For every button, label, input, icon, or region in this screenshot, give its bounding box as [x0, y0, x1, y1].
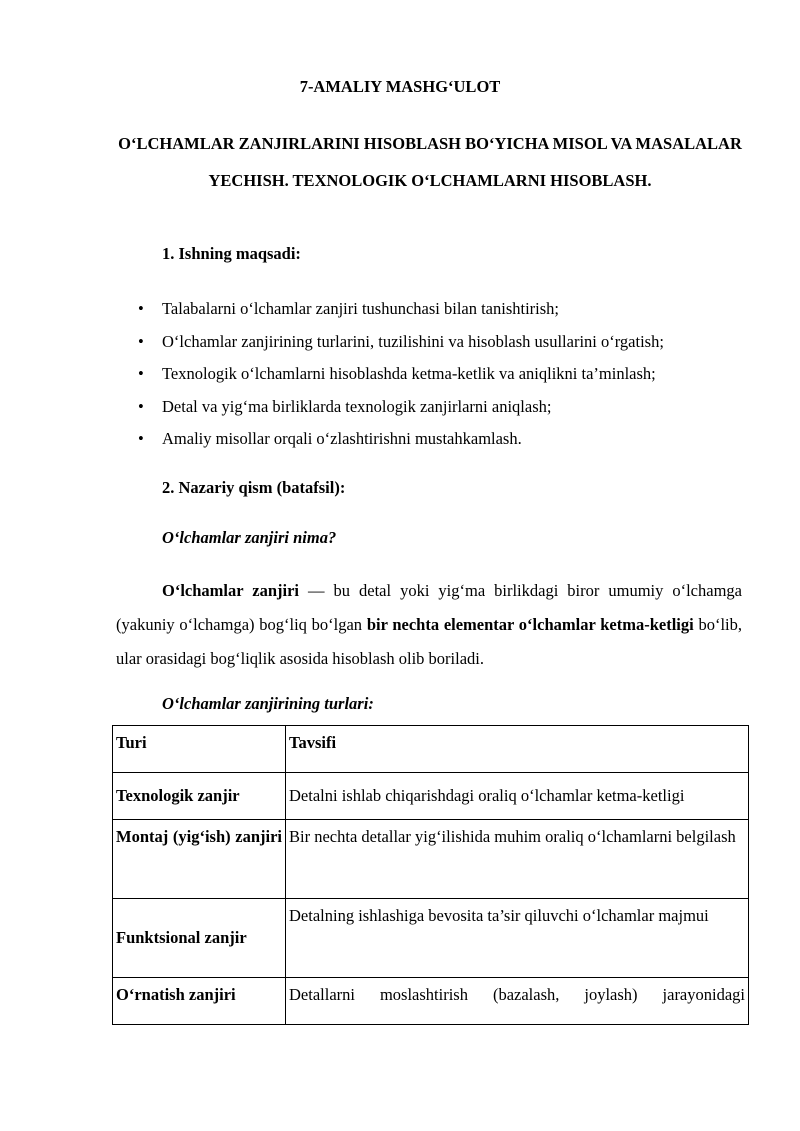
bullet-icon: • — [138, 299, 144, 318]
section-heading-theory: 2. Nazariy qism (batafsil): — [162, 478, 346, 497]
list-item: • O‘lchamlar zanjirining turlarini, tuzilishini va hisoblash usullarini o‘rgatish; — [136, 326, 664, 359]
table-cell-type: Funktsional zanjir — [113, 899, 286, 978]
table-cell-desc: Detalni ishlab chiqarishdagi oraliq o‘lchamlar ketma-ketligi — [286, 773, 749, 820]
definition-paragraph: O‘lchamlar zanjiri — bu detal yoki yig‘ma birlikdagi biror umumiy o‘lchamga (yakuniy o‘lchamga) bog‘liq bo‘lgan bir nechta elementar o‘lchamlar ketma-ketligi bo‘lib, ular orasidagi bog‘liqlik asosida hisoblash olib boriladi. — [116, 581, 742, 668]
table-cell-desc: Detallarni moslashtirish (bazalash, joylash) jarayonidagi — [286, 978, 749, 1025]
list-item: • Texnologik o‘lchamlarni hisoblashda ketma-ketlik va aniqlikni ta’minlash; — [136, 358, 664, 391]
section-heading-goals: 1. Ishning maqsadi: — [162, 244, 301, 263]
bullet-icon: • — [138, 331, 144, 351]
table-row — [113, 773, 749, 820]
document-subtitle: O‘LCHAMLAR ZANJIRLARINI HISOBLASH BO‘YICHA MISOL VA MASALALAR YECHISH. TEXNOLOGIK O‘LCHAMLARNI HISOBLASH. — [118, 134, 742, 190]
table-header-cell: Turi — [113, 726, 286, 773]
table-cell-type: Montaj (yig‘ish) zanjiri — [113, 820, 286, 899]
document-title: 7-AMALIY MASHG‘ULOT — [299, 77, 501, 96]
bullet-icon: • — [138, 396, 144, 416]
definition-bold-phrase: bir nechta elementar o‘lchamlar ketma-ketligi — [366, 615, 694, 634]
table-header-row — [113, 726, 749, 773]
goals-list — [136, 293, 664, 456]
list-item: • Talabalarni o‘lchamlar zanjiri tushunchasi bilan tanishtirish; — [136, 293, 664, 326]
list-item: • Detal va yig‘ma birliklarda texnologik zanjirlarni aniqlash; — [136, 391, 664, 424]
bullet-icon: • — [138, 364, 144, 383]
table-cell-desc: Detalning ishlashiga bevosita ta’sir qiluvchi o‘lchamlar majmui — [286, 899, 749, 978]
list-item: • Amaliy misollar orqali o‘zlashtirishni mustahkamlash. — [136, 423, 664, 456]
table-cell-type: O‘rnatish zanjiri — [113, 978, 286, 1025]
types-heading: O‘lchamlar zanjirining turlari: — [162, 694, 374, 713]
types-table — [112, 725, 749, 1025]
table-header-cell: Tavsifi — [286, 726, 749, 773]
definition-term: O‘lchamlar zanjiri — [162, 581, 300, 600]
table-row — [113, 820, 749, 899]
table-cell-desc: Bir nechta detallar yig‘ilishida muhim oraliq o‘lchamlarni belgilash — [286, 820, 749, 899]
table-cell-type: Texnologik zanjir — [113, 773, 286, 820]
bullet-icon: • — [138, 429, 144, 448]
question-heading: O‘lchamlar zanjiri nima? — [162, 528, 337, 547]
table-row — [113, 978, 749, 1025]
table-row — [113, 899, 749, 978]
